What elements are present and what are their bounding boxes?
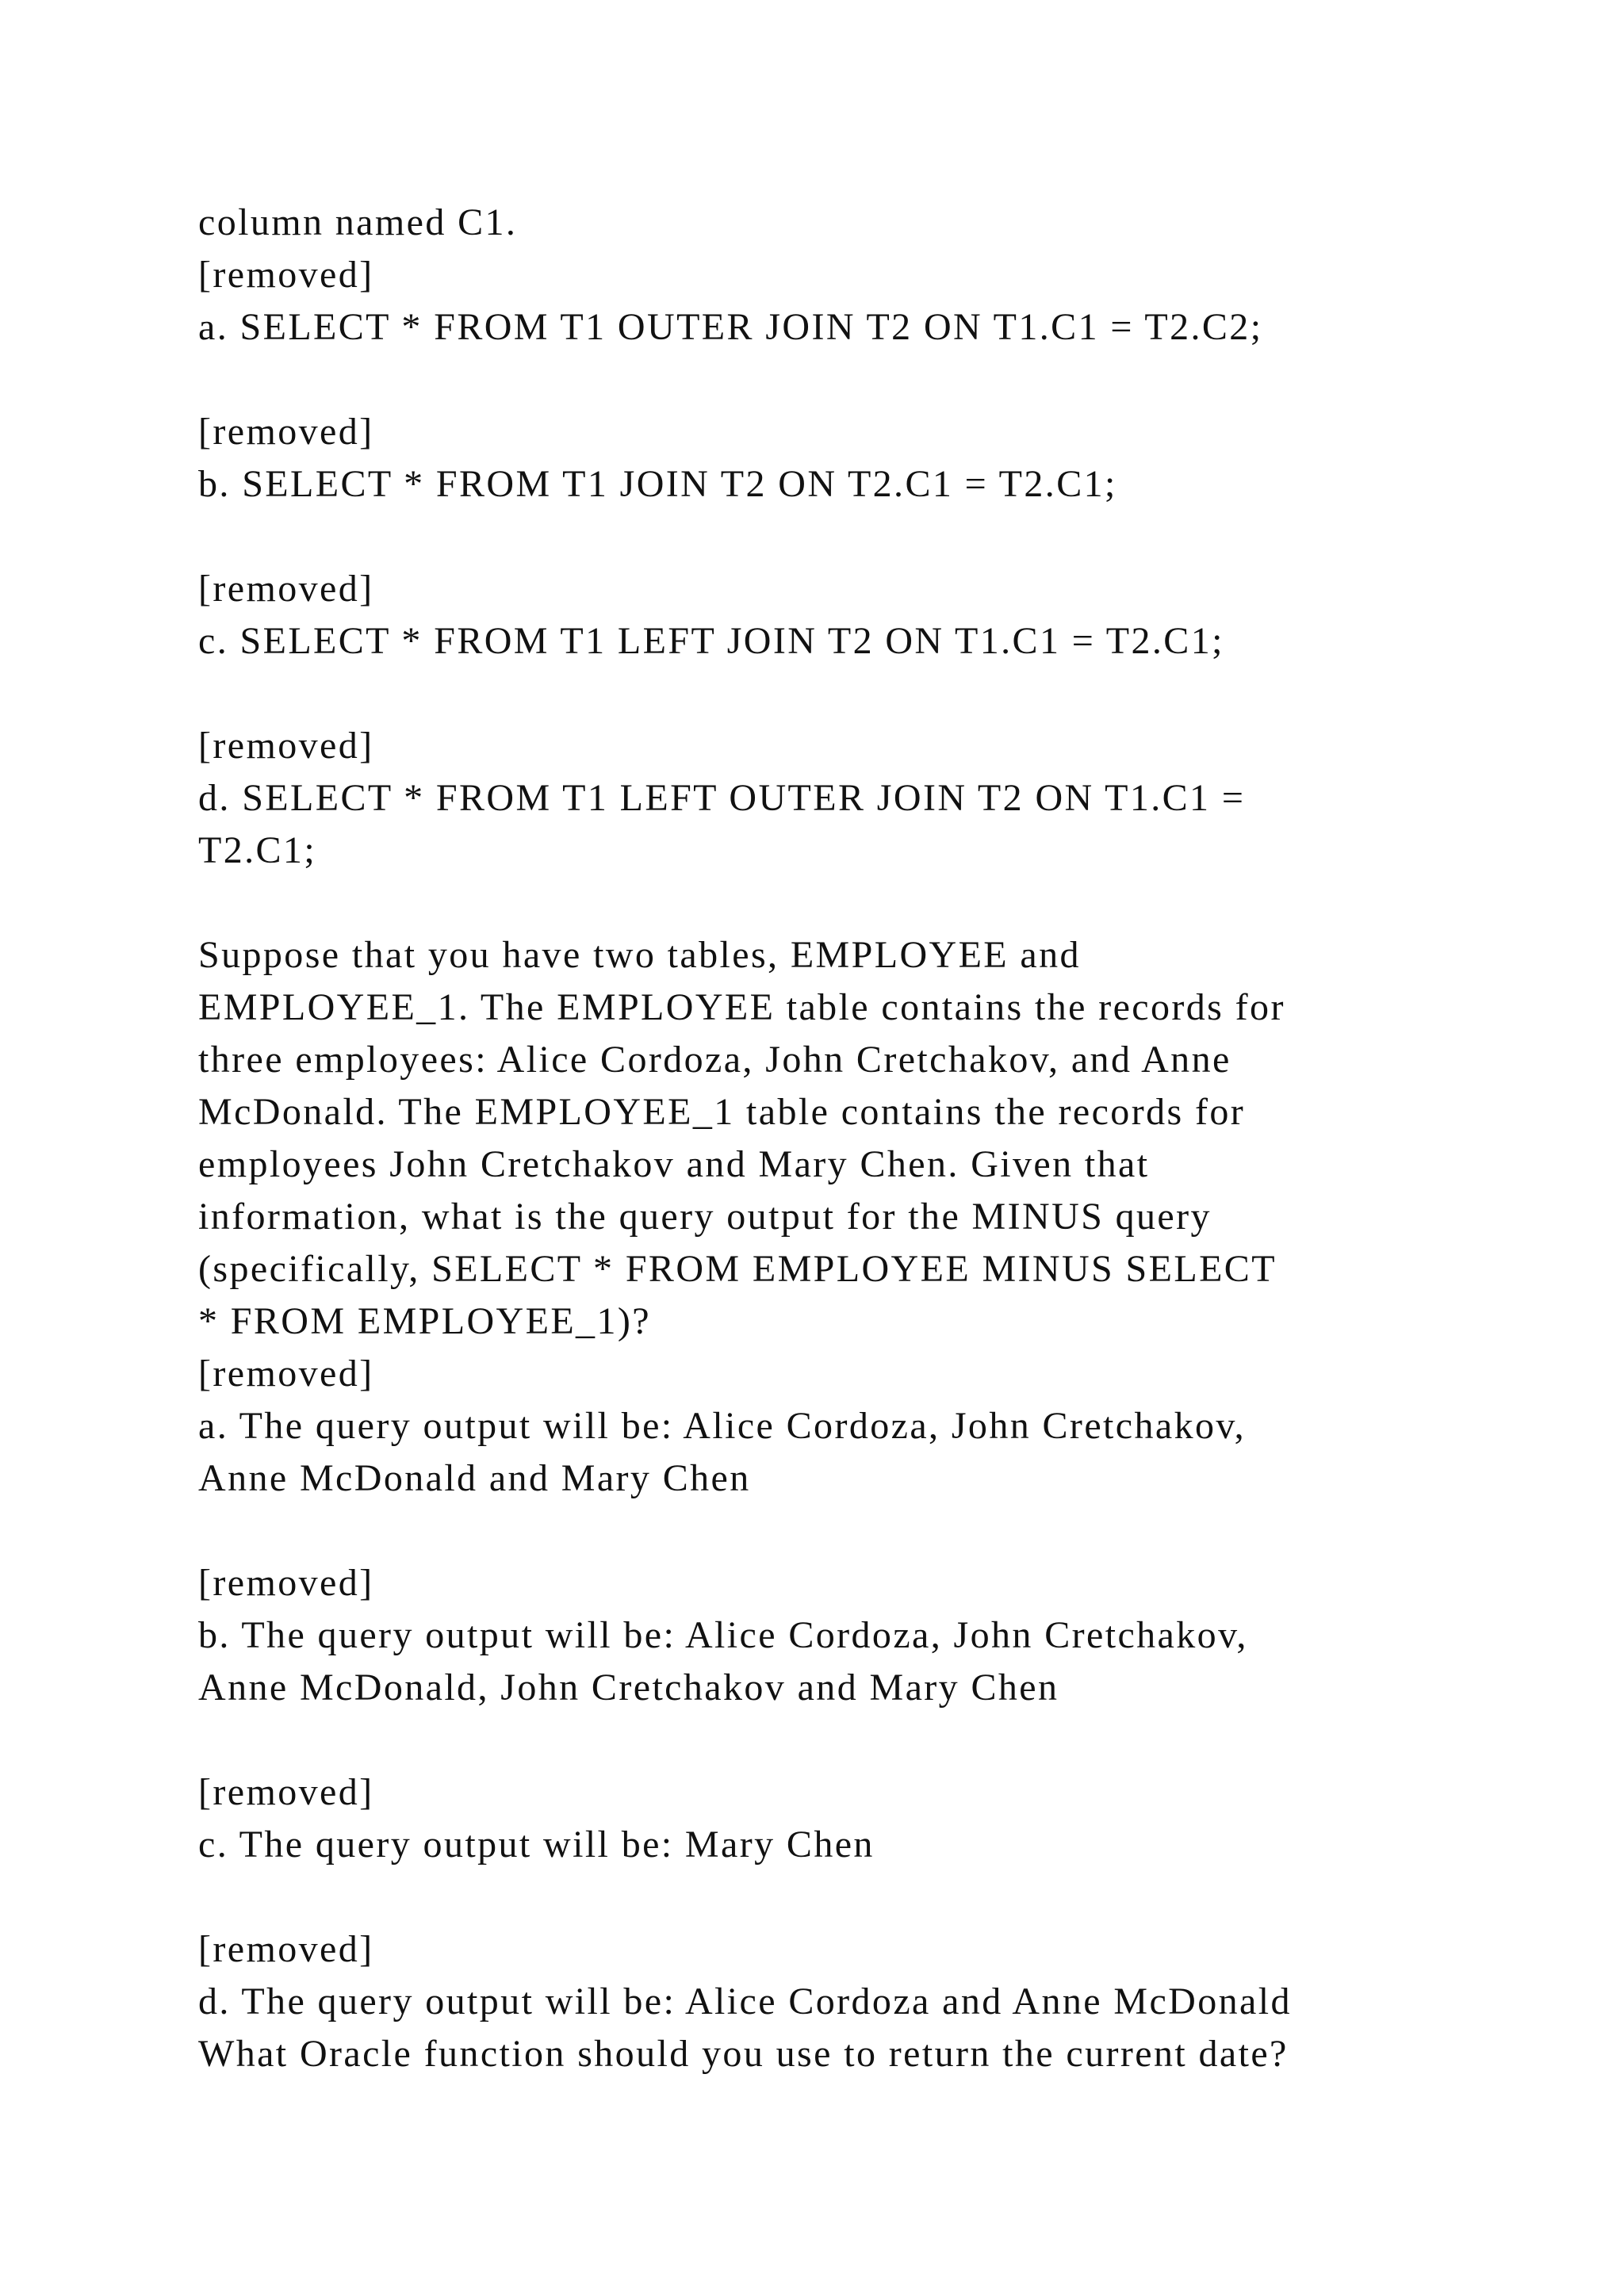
removed-marker: [removed]	[198, 1353, 374, 1395]
blank-line	[198, 668, 1499, 720]
blank-line	[198, 511, 1499, 563]
question-text: EMPLOYEE_1. The EMPLOYEE table contains the records for	[198, 986, 1285, 1028]
question-text: McDonald. The EMPLOYEE_1 table contains the records for	[198, 1091, 1246, 1133]
next-question-text: What Oracle function should you use to return the current date?	[198, 2033, 1289, 2075]
blank-line	[198, 1871, 1499, 1923]
question-text: (specifically, SELECT * FROM EMPLOYEE MINUS SELECT	[198, 1248, 1277, 1290]
answer-d: d. The query output will be: Alice Cordoza and Anne McDonald	[198, 1980, 1292, 2022]
blank-line	[198, 1714, 1499, 1766]
removed-marker: [removed]	[198, 725, 374, 767]
answer-b: b. The query output will be: Alice Cordoza, John Cretchakov,	[198, 1614, 1248, 1656]
question-text: three employees: Alice Cordoza, John Cretchakov, and Anne	[198, 1039, 1231, 1081]
removed-marker: [removed]	[198, 1928, 374, 1970]
document-body	[198, 197, 1499, 2080]
removed-marker: [removed]	[198, 1771, 374, 1813]
option-b-sql: b. SELECT * FROM T1 JOIN T2 ON T2.C1 = T2.C1;	[198, 463, 1117, 505]
blank-line	[198, 1505, 1499, 1557]
question-text: Suppose that you have two tables, EMPLOYEE and	[198, 934, 1081, 976]
answer-b-continued: Anne McDonald, John Cretchakov and Mary Chen	[198, 1667, 1059, 1709]
question-text: employees John Cretchakov and Mary Chen. Given that	[198, 1143, 1150, 1185]
answer-a-continued: Anne McDonald and Mary Chen	[198, 1457, 751, 1499]
blank-line	[198, 877, 1499, 929]
removed-marker: [removed]	[198, 254, 374, 296]
removed-marker: [removed]	[198, 1562, 374, 1604]
option-d-sql: d. SELECT * FROM T1 LEFT OUTER JOIN T2 ON T1.C1 =	[198, 777, 1246, 819]
option-d-sql-continued: T2.C1;	[198, 829, 317, 871]
question-text: * FROM EMPLOYEE_1)?	[198, 1300, 651, 1342]
text-line: column named C1.	[198, 201, 518, 243]
option-a-sql: a. SELECT * FROM T1 OUTER JOIN T2 ON T1.C1 = T2.C2;	[198, 306, 1263, 348]
blank-line	[198, 354, 1499, 406]
removed-marker: [removed]	[198, 568, 374, 610]
answer-c: c. The query output will be: Mary Chen	[198, 1823, 875, 1866]
removed-marker: [removed]	[198, 411, 374, 453]
option-c-sql: c. SELECT * FROM T1 LEFT JOIN T2 ON T1.C1 = T2.C1;	[198, 620, 1224, 662]
answer-a: a. The query output will be: Alice Cordoza, John Cretchakov,	[198, 1405, 1247, 1447]
question-text: information, what is the query output for the MINUS query	[198, 1196, 1212, 1238]
